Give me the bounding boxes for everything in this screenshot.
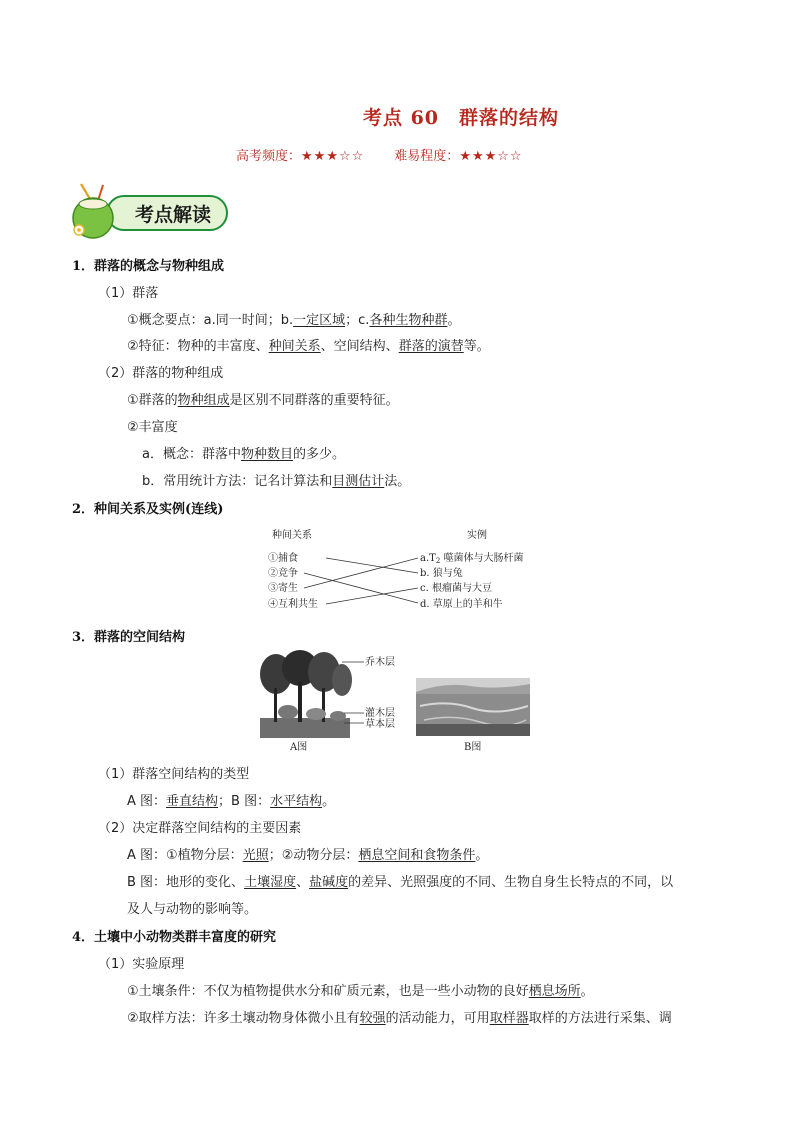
coconut-drink-icon [73,184,113,238]
label-herb-layer: 草本层 [365,719,395,730]
section-badge [67,182,232,242]
badge-text: 考点解读 [134,204,212,226]
s4-sub-1: （1）实验原理 [98,957,185,972]
section-3-heading: 3．群落的空间结构 [72,630,186,645]
interspecies-matching-diagram [262,528,542,616]
label-tree-layer: 乔木层 [365,657,395,668]
section-4-heading: 4．土壤中小动物类群丰富度的研究 [72,930,277,945]
diagram-col-relations: 种间关系 [272,530,312,541]
title-number: 考点 60 [362,107,440,129]
diagram-left-item: ④互利共生 [268,599,318,610]
s1-richness-method: b．常用统计方法：记名计算法和目测估计法。 [142,474,411,489]
diagram-right-item: d. 草原上的羊和牛 [420,599,503,610]
difficulty-stars: ★★★☆☆ [459,149,523,164]
diagram-col-examples: 实例 [467,530,487,541]
diagram-left-item: ③寄生 [268,583,298,594]
diagram-right-item: c. 根瘤菌与大豆 [420,583,492,594]
s1-feature-line: ②特征：物种的丰富度、种间关系、空间结构、群落的演替等。 [127,339,490,354]
s1-richness-heading: ②丰富度 [127,420,178,435]
label-shrub-layer: 灌木层 [365,708,395,719]
s1-sub-2: （2）群落的物种组成 [98,366,224,381]
s1-sub-1: （1）群落 [98,286,159,301]
s3-factor-b-cont: 及人与动物的影响等。 [127,902,258,917]
caption-b: B图 [464,742,482,753]
page-title [0,103,794,130]
frequency-label: 高考频度： [236,149,302,164]
diagram-right-item-a: $a.T_2$ 噬菌体与大肠杆菌 [420,553,524,565]
community-structure-figures [258,650,538,756]
diagram-left-item: ①捕食 [268,553,298,564]
s3-sub-2: （2）决定群落空间结构的主要因素 [98,821,302,836]
s1-composition-line: ①群落的物种组成是区别不同群落的重要特征。 [127,393,399,408]
frequency-stars: ★★★☆☆ [301,149,365,164]
section-2-heading: 2．种间关系及实例(连线) [72,502,224,517]
diagram-left-item: ②竞争 [268,568,298,579]
s1-richness-concept: a．概念：群落中物种数目的多少。 [142,447,345,462]
title-text: 群落的结构 [459,107,560,129]
s3-types-line: A 图：垂直结构；B 图：水平结构。 [127,794,336,809]
s3-factor-a-line: A 图：①植物分层：光照；②动物分层：栖息空间和食物条件。 [127,848,489,863]
forest-layer-illustration [260,650,364,738]
landscape-photo [416,678,530,736]
caption-a: A图 [290,742,308,753]
section-1-heading: 1．群落的概念与物种组成 [72,259,225,274]
s1-concept-line: ①概念要点：a.同一时间；b.一定区域；c.各种生物种群。 [127,313,461,328]
s3-factor-b-line: B 图：地形的变化、土壤湿度、盐碱度的差异、光照强度的不同、生物自身生长特点的不同，以 [127,875,674,890]
diagram-right-item: b. 狼与兔 [420,568,463,579]
s4-soil-line: ①土壤条件：不仅为植物提供水分和矿质元素，也是一些小动物的良好栖息场所。 [127,984,594,999]
s4-sampling-line: ②取样方法：许多土壤动物身体微小且有较强的活动能力，可用取样器取样的方法进行采集、调 [127,1011,672,1026]
matching-lines [304,558,418,604]
rating-row [236,145,523,164]
s3-sub-1: （1）群落空间结构的类型 [98,767,250,782]
difficulty-label: 难易程度： [394,149,460,164]
